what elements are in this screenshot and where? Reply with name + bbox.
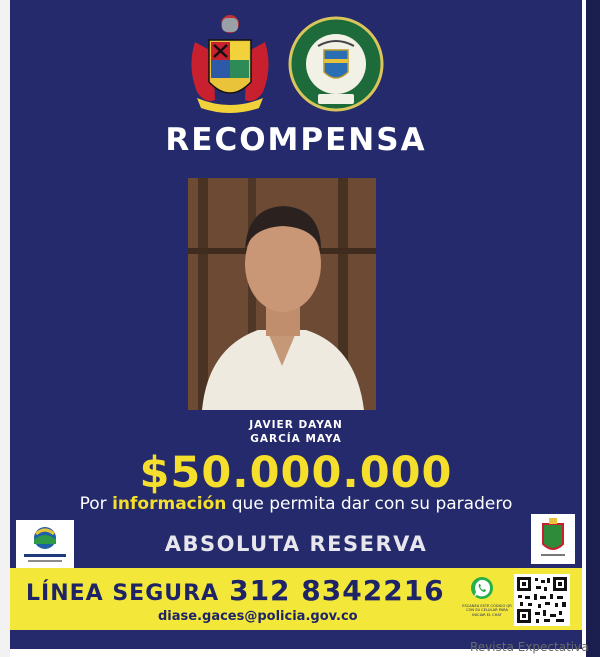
watermark: Revista Expectativa	[470, 640, 589, 654]
info-highlight: información	[112, 494, 227, 514]
whatsapp-icon	[470, 576, 494, 600]
person-name	[10, 418, 582, 446]
reward-amount: $50.000.000	[139, 448, 453, 498]
hotline-number[interactable]: 312 8342216	[229, 574, 445, 607]
right-border-dark	[586, 0, 600, 657]
name-line-2: GARCÍA MAYA	[250, 433, 342, 445]
hotline-label: LÍNEA SEGURA	[26, 581, 220, 606]
hotline-line	[26, 574, 445, 607]
page-title: RECOMPENSA	[165, 122, 427, 158]
info-pre: Por	[79, 494, 113, 514]
qr-instructions: ESCANEA ESTE CÓDIGO QR CON SU CELULAR PARA INICIAR EL CHAT	[462, 604, 512, 617]
left-border	[0, 0, 10, 657]
contact-email[interactable]: diase.gaces@policia.gov.co	[158, 609, 358, 624]
info-post: que permita dar con su paradero	[226, 494, 513, 514]
info-text	[10, 494, 582, 514]
police-seal-icon	[288, 16, 384, 112]
hotline-bar	[10, 568, 582, 630]
name-line-1: JAVIER DAYAN	[249, 419, 343, 431]
qr-code-icon[interactable]	[514, 574, 570, 626]
absolute-reserve-text: ABSOLUTA RESERVA	[164, 532, 428, 556]
reward-poster	[10, 0, 582, 649]
coat-of-arms-icon	[185, 12, 275, 117]
suspect-photo	[188, 178, 376, 410]
